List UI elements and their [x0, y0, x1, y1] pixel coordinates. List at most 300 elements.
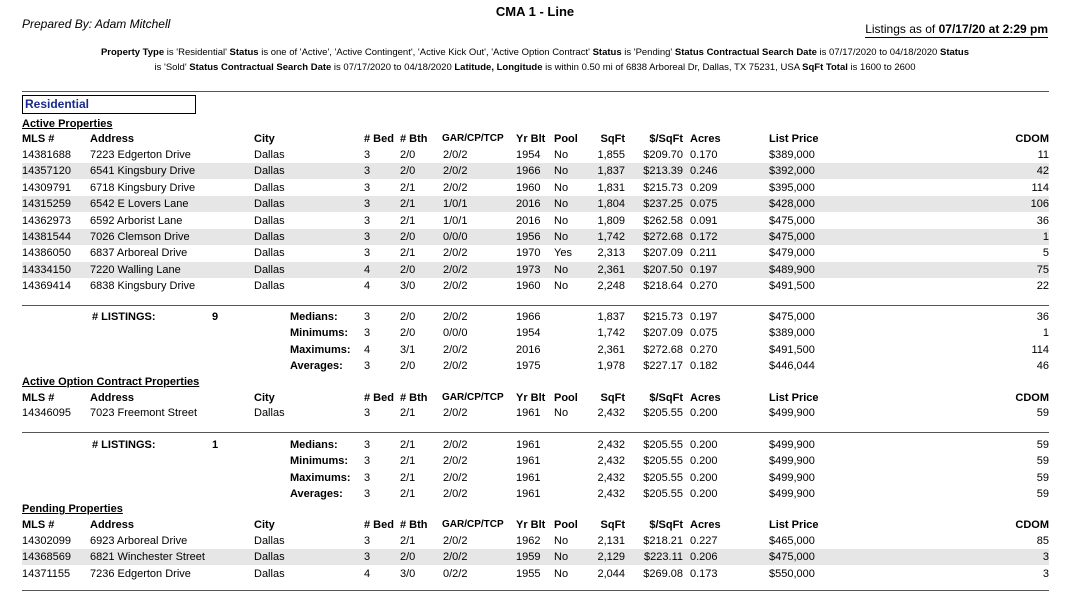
- summary-value: 1961: [516, 439, 541, 451]
- search-criteria: [100, 45, 970, 75]
- summary-value: $499,900: [769, 488, 815, 500]
- summary-value: $446,044: [769, 360, 815, 372]
- summary-row-minimums: [22, 453, 1049, 469]
- cell-bth: 2/1: [400, 198, 416, 210]
- cell-mls: 14368569: [22, 551, 71, 563]
- cell-bed: 3: [364, 149, 371, 161]
- cell-bed: 3: [364, 182, 371, 194]
- cell-city: Dallas: [254, 535, 285, 547]
- cell-pps: $207.50: [643, 264, 683, 276]
- cell-city: Dallas: [254, 551, 285, 563]
- summary-value: 2/1: [400, 455, 416, 467]
- summary-row-maximums: [22, 342, 1049, 358]
- listings-label: # LISTINGS:: [92, 439, 156, 451]
- cell-city: Dallas: [254, 247, 285, 259]
- summary-value: 1975: [516, 360, 541, 372]
- cell-sqft: 1,742: [597, 231, 625, 243]
- column-header-yr: Yr Blt: [516, 519, 546, 531]
- cell-address: 6837 Arboreal Drive: [90, 247, 188, 259]
- cell-address: 6838 Kingsbury Drive: [90, 280, 196, 292]
- cell-acres: 0.211: [690, 247, 717, 259]
- cell-sqft: 2,131: [597, 535, 625, 547]
- column-header-gar: GAR/CP/TCP: [442, 392, 504, 403]
- cell-address: 7220 Walling Lane: [90, 264, 181, 276]
- listings-count: 9: [212, 311, 219, 323]
- summary-value: 2/0/2: [443, 344, 468, 356]
- cell-mls: 14386050: [22, 247, 71, 259]
- prepared-by: Prepared By: Adam Mitchell: [22, 17, 171, 31]
- criteria-condition: is 1600 to 2600: [847, 62, 916, 73]
- summary-value: 2/0: [400, 311, 416, 323]
- summary-value: 2,432: [597, 488, 625, 500]
- column-header-sqft: SqFt: [600, 133, 625, 145]
- cell-yr: 1966: [516, 165, 541, 177]
- cell-bed: 3: [364, 551, 371, 563]
- summary-value: 2,432: [597, 439, 625, 451]
- cell-gar: 2/0/2: [443, 182, 468, 194]
- column-header-row: [22, 517, 1049, 533]
- column-header-sqft: SqFt: [600, 392, 625, 404]
- cell-sqft: 2,248: [597, 280, 625, 292]
- cell-acres: 0.172: [690, 231, 718, 243]
- table-row: [22, 262, 1049, 278]
- cell-gar: 1/0/1: [443, 215, 468, 227]
- column-header-bed: # Bed: [364, 519, 394, 531]
- cell-bed: 4: [364, 568, 371, 580]
- divider: [22, 590, 1049, 591]
- summary-value: 1: [1042, 327, 1049, 339]
- summary-value: 2/1: [400, 439, 416, 451]
- cell-yr: 1960: [516, 280, 541, 292]
- cell-mls: 14371155: [22, 568, 71, 580]
- cell-pool: No: [554, 551, 569, 563]
- cell-gar: 2/0/2: [443, 165, 468, 177]
- summary-value: 3: [364, 488, 371, 500]
- cell-bth: 3/0: [400, 568, 416, 580]
- cell-price: $392,000: [769, 165, 815, 177]
- listings-count: 1: [212, 439, 219, 451]
- cell-pps: $215.73: [643, 182, 683, 194]
- cell-price: $550,000: [769, 568, 815, 580]
- cell-cdom: 75: [1036, 264, 1049, 276]
- column-header-cdom: CDOM: [1015, 519, 1049, 531]
- summary-value: 2016: [516, 344, 541, 356]
- cell-pool: No: [554, 280, 569, 292]
- column-header-gar: GAR/CP/TCP: [442, 519, 504, 530]
- cell-pool: No: [554, 407, 569, 419]
- cell-sqft: 1,804: [597, 198, 625, 210]
- cell-bth: 2/1: [400, 535, 416, 547]
- cell-bed: 3: [364, 407, 371, 419]
- summary-label: Maximums:: [290, 344, 351, 356]
- summary-value: 1961: [516, 488, 541, 500]
- cell-acres: 0.173: [690, 568, 718, 580]
- cell-cdom: 11: [1037, 149, 1049, 161]
- criteria-condition: is 07/17/2020 to 04/18/2020: [331, 62, 455, 73]
- cell-price: $475,000: [769, 551, 815, 563]
- column-header-yr: Yr Blt: [516, 392, 546, 404]
- table-row: [22, 180, 1049, 196]
- cell-city: Dallas: [254, 264, 285, 276]
- cell-gar: 2/0/2: [443, 264, 468, 276]
- cell-sqft: 2,044: [597, 568, 625, 580]
- cell-price: $475,000: [769, 231, 815, 243]
- summary-value: $207.09: [643, 327, 683, 339]
- summary-value: 0.182: [690, 360, 718, 372]
- summary-value: 3: [364, 439, 371, 451]
- cell-gar: 0/0/0: [443, 231, 468, 243]
- cell-address: 7023 Freemont Street: [90, 407, 198, 419]
- column-header-pool: Pool: [554, 133, 578, 145]
- cell-bed: 4: [364, 264, 371, 276]
- cell-acres: 0.209: [690, 182, 718, 194]
- cell-pps: $207.09: [643, 247, 683, 259]
- cell-pps: $209.70: [643, 149, 683, 161]
- cell-yr: 1961: [516, 407, 541, 419]
- table-row: [22, 405, 1049, 421]
- divider: [22, 432, 1049, 433]
- summary-value: 0.200: [690, 439, 718, 451]
- table-row: [22, 533, 1049, 549]
- criteria-condition: is 'Residential': [164, 47, 230, 58]
- summary-value: 1954: [516, 327, 541, 339]
- cell-city: Dallas: [254, 165, 285, 177]
- summary-value: 0.270: [690, 344, 718, 356]
- criteria-condition: is 'Pending': [621, 47, 675, 58]
- cell-acres: 0.170: [690, 149, 718, 161]
- cell-mls: 14346095: [22, 407, 71, 419]
- criteria-field: Status Contractual Search Date: [189, 62, 332, 73]
- summary-value: 59: [1036, 488, 1049, 500]
- cell-bth: 2/1: [400, 407, 416, 419]
- cell-bed: 3: [364, 535, 371, 547]
- cell-pool: No: [554, 568, 569, 580]
- cell-bed: 3: [364, 231, 371, 243]
- cell-yr: 1956: [516, 231, 541, 243]
- cell-pool: No: [554, 182, 569, 194]
- cell-bth: 2/1: [400, 215, 416, 227]
- column-header-gar: GAR/CP/TCP: [442, 133, 504, 144]
- summary-row-averages: [22, 358, 1049, 374]
- listings-as-of: [865, 22, 1048, 38]
- cell-acres: 0.091: [690, 215, 718, 227]
- column-header-cdom: CDOM: [1015, 392, 1049, 404]
- summary-value: 0.075: [690, 327, 718, 339]
- summary-value: 2/0/2: [443, 472, 468, 484]
- cell-city: Dallas: [254, 215, 285, 227]
- summary-value: 0.197: [690, 311, 718, 323]
- section-title: Active Properties: [22, 118, 113, 130]
- cell-city: Dallas: [254, 231, 285, 243]
- column-header-sqft: SqFt: [600, 519, 625, 531]
- cell-sqft: 2,361: [597, 264, 625, 276]
- property-type-label: Residential: [22, 95, 196, 114]
- cell-bth: 2/0: [400, 551, 416, 563]
- summary-value: 3: [364, 360, 371, 372]
- cell-price: $395,000: [769, 182, 815, 194]
- column-header-address: Address: [90, 133, 135, 145]
- section-title: Active Option Contract Properties: [22, 376, 200, 388]
- cell-yr: 2016: [516, 198, 541, 210]
- column-header-pool: Pool: [554, 392, 578, 404]
- column-header-acres: Acres: [690, 519, 721, 531]
- summary-value: 59: [1036, 472, 1049, 484]
- summary-label: Averages:: [290, 488, 343, 500]
- cell-address: 6542 E Lovers Lane: [90, 198, 189, 210]
- cell-gar: 2/0/2: [443, 535, 468, 547]
- summary-value: 2/0/2: [443, 455, 468, 467]
- cell-city: Dallas: [254, 568, 285, 580]
- cell-bed: 3: [364, 198, 371, 210]
- cell-gar: 2/0/2: [443, 407, 468, 419]
- summary-value: $491,500: [769, 344, 815, 356]
- cell-price: $475,000: [769, 215, 815, 227]
- table-row: [22, 196, 1049, 212]
- column-header-yr: Yr Blt: [516, 133, 546, 145]
- column-header-city: City: [254, 392, 275, 404]
- criteria-condition: is 07/17/2020 to 04/18/2020: [816, 47, 940, 58]
- column-header-cdom: CDOM: [1015, 133, 1049, 145]
- cell-bth: 3/0: [400, 280, 416, 292]
- summary-value: $499,900: [769, 472, 815, 484]
- summary-row-maximums: [22, 470, 1049, 486]
- summary-value: 2,432: [597, 455, 625, 467]
- summary-value: $227.17: [643, 360, 683, 372]
- cell-yr: 1960: [516, 182, 541, 194]
- cell-yr: 1970: [516, 247, 541, 259]
- cell-mls: 14381688: [22, 149, 71, 161]
- summary-value: $205.55: [643, 472, 683, 484]
- column-header-mls: MLS #: [22, 519, 55, 531]
- summary-value: $475,000: [769, 311, 815, 323]
- column-header-price: List Price: [769, 392, 819, 404]
- cell-sqft: 1,837: [597, 165, 625, 177]
- summary-value: $205.55: [643, 455, 683, 467]
- cell-price: $499,900: [769, 407, 815, 419]
- cell-pps: $223.11: [644, 551, 683, 563]
- cell-mls: 14381544: [22, 231, 71, 243]
- criteria-field: Latitude, Longitude: [454, 62, 543, 73]
- cell-city: Dallas: [254, 280, 285, 292]
- cell-mls: 14302099: [22, 535, 71, 547]
- cell-cdom: 22: [1036, 280, 1049, 292]
- cell-bth: 2/0: [400, 149, 416, 161]
- column-header-city: City: [254, 133, 275, 145]
- cell-city: Dallas: [254, 407, 285, 419]
- cell-pool: No: [554, 215, 569, 227]
- column-header-acres: Acres: [690, 133, 721, 145]
- summary-value: 2/0/2: [443, 360, 468, 372]
- cell-address: 7236 Edgerton Drive: [90, 568, 191, 580]
- cell-bth: 2/1: [400, 247, 416, 259]
- criteria-condition: is one of 'Active', 'Active Contingent', 'Active Kick Out', 'Active Option Contract': [258, 47, 593, 58]
- summary-value: 2/0/2: [443, 439, 468, 451]
- summary-label: Medians:: [290, 439, 338, 451]
- cell-sqft: 2,129: [597, 551, 625, 563]
- column-header-pps: $/SqFt: [649, 519, 683, 531]
- summary-row-medians: [22, 437, 1049, 453]
- cell-mls: 14357120: [22, 165, 71, 177]
- summary-value: 2/0: [400, 327, 416, 339]
- cell-acres: 0.200: [690, 407, 718, 419]
- summary-value: 0.200: [690, 455, 718, 467]
- cell-address: 6541 Kingsbury Drive: [90, 165, 196, 177]
- cell-cdom: 5: [1042, 247, 1049, 259]
- column-header-address: Address: [90, 392, 135, 404]
- table-row: [22, 213, 1049, 229]
- column-header-acres: Acres: [690, 392, 721, 404]
- listings-as-of-prefix: Listings as of: [865, 22, 936, 36]
- table-row: [22, 147, 1049, 163]
- summary-value: 2/0: [400, 360, 416, 372]
- summary-row-averages: [22, 486, 1049, 502]
- cell-gar: 1/0/1: [443, 198, 468, 210]
- cell-pps: $237.25: [643, 198, 683, 210]
- summary-value: 1961: [516, 472, 541, 484]
- summary-value: 3: [364, 311, 371, 323]
- cell-address: 7223 Edgerton Drive: [90, 149, 191, 161]
- summary-value: $215.73: [643, 311, 683, 323]
- summary-value: 4: [364, 344, 371, 356]
- summary-value: $205.55: [643, 488, 683, 500]
- section-title: Pending Properties: [22, 503, 123, 515]
- summary-value: 3: [364, 455, 371, 467]
- cell-pool: Yes: [554, 247, 572, 259]
- cell-pool: No: [554, 149, 569, 161]
- cell-city: Dallas: [254, 149, 285, 161]
- column-header-bth: # Bth: [400, 392, 428, 404]
- report-title: CMA 1 - Line: [495, 4, 575, 19]
- cell-acres: 0.270: [690, 280, 718, 292]
- summary-value: 2/1: [400, 488, 416, 500]
- summary-value: 0/0/0: [443, 327, 468, 339]
- cell-acres: 0.246: [690, 165, 718, 177]
- summary-value: 2/0/2: [443, 488, 468, 500]
- criteria-field: Status: [592, 47, 622, 58]
- column-header-city: City: [254, 519, 275, 531]
- criteria-field: Status Contractual Search Date: [674, 47, 817, 58]
- cell-gar: 2/0/2: [443, 149, 468, 161]
- summary-value: $205.55: [643, 439, 683, 451]
- cell-bth: 2/0: [400, 231, 416, 243]
- listings-label: # LISTINGS:: [92, 311, 156, 323]
- cell-sqft: 2,432: [597, 407, 625, 419]
- summary-value: 46: [1036, 360, 1049, 372]
- cell-city: Dallas: [254, 182, 285, 194]
- cell-price: $428,000: [769, 198, 815, 210]
- cell-mls: 14362973: [22, 215, 71, 227]
- criteria-field: Property Type: [100, 47, 165, 58]
- column-header-row: [22, 131, 1049, 147]
- cell-sqft: 1,855: [597, 149, 625, 161]
- cell-pps: $205.55: [643, 407, 683, 419]
- column-header-row: [22, 390, 1049, 406]
- cell-yr: 1955: [516, 568, 541, 580]
- table-row: [22, 278, 1049, 294]
- cell-acres: 0.227: [690, 535, 718, 547]
- summary-value: 0.200: [690, 472, 718, 484]
- table-row: [22, 245, 1049, 261]
- criteria-condition: is within 0.50 mi of 6838 Arboreal Dr, Dallas, TX 75231, USA: [542, 62, 803, 73]
- cell-city: Dallas: [254, 198, 285, 210]
- summary-value: 1,837: [597, 311, 625, 323]
- column-header-price: List Price: [769, 519, 819, 531]
- cell-pps: $262.58: [643, 215, 683, 227]
- divider: [22, 91, 1049, 92]
- summary-value: 1,742: [597, 327, 625, 339]
- cell-acres: 0.197: [690, 264, 718, 276]
- table-row: [22, 229, 1049, 245]
- criteria-field: Status: [229, 47, 259, 58]
- cell-price: $465,000: [769, 535, 815, 547]
- cell-bth: 2/0: [400, 264, 416, 276]
- cell-price: $489,900: [769, 264, 815, 276]
- cell-gar: 0/2/2: [443, 568, 468, 580]
- cell-yr: 1959: [516, 551, 541, 563]
- cell-cdom: 36: [1036, 215, 1049, 227]
- column-header-mls: MLS #: [22, 133, 55, 145]
- cell-bed: 4: [364, 280, 371, 292]
- criteria-condition: is 'Sold': [154, 62, 190, 73]
- cell-gar: 2/0/2: [443, 247, 468, 259]
- summary-value: 2,432: [597, 472, 625, 484]
- cell-mls: 14334150: [22, 264, 71, 276]
- cell-cdom: 106: [1030, 198, 1049, 210]
- summary-value: $499,900: [769, 439, 815, 451]
- cell-yr: 1962: [516, 535, 541, 547]
- column-header-bed: # Bed: [364, 392, 394, 404]
- cell-pps: $272.68: [643, 231, 683, 243]
- summary-value: $499,900: [769, 455, 815, 467]
- cell-pps: $218.64: [643, 280, 683, 292]
- cell-pps: $213.39: [643, 165, 683, 177]
- summary-row-medians: [22, 309, 1049, 325]
- cell-yr: 1954: [516, 149, 541, 161]
- cell-sqft: 2,313: [597, 247, 625, 259]
- cell-pool: No: [554, 198, 569, 210]
- cell-gar: 2/0/2: [443, 551, 468, 563]
- column-header-pps: $/SqFt: [649, 392, 683, 404]
- cell-sqft: 1,831: [597, 182, 625, 194]
- cell-price: $491,500: [769, 280, 815, 292]
- summary-value: 3/1: [400, 344, 416, 356]
- table-row: [22, 566, 1049, 582]
- summary-value: 1961: [516, 455, 541, 467]
- cell-cdom: 42: [1036, 165, 1049, 177]
- cell-bed: 3: [364, 215, 371, 227]
- cell-pps: $218.21: [643, 535, 683, 547]
- criteria-field: Status: [939, 47, 970, 58]
- cell-yr: 1973: [516, 264, 541, 276]
- cell-mls: 14315259: [22, 198, 71, 210]
- column-header-price: List Price: [769, 133, 819, 145]
- cell-mls: 14309791: [22, 182, 71, 194]
- summary-label: Minimums:: [290, 327, 349, 339]
- cell-acres: 0.075: [690, 198, 718, 210]
- cell-pool: No: [554, 535, 569, 547]
- column-header-bed: # Bed: [364, 133, 394, 145]
- cell-price: $479,000: [769, 247, 815, 259]
- cell-bth: 2/0: [400, 165, 416, 177]
- cell-address: 6821 Winchester Street: [90, 551, 205, 563]
- summary-label: Averages:: [290, 360, 343, 372]
- cell-cdom: 3: [1042, 568, 1049, 580]
- cell-pool: No: [554, 165, 569, 177]
- summary-value: 0.200: [690, 488, 718, 500]
- divider: [22, 305, 1049, 306]
- cell-cdom: 114: [1031, 182, 1049, 194]
- summary-label: Medians:: [290, 311, 338, 323]
